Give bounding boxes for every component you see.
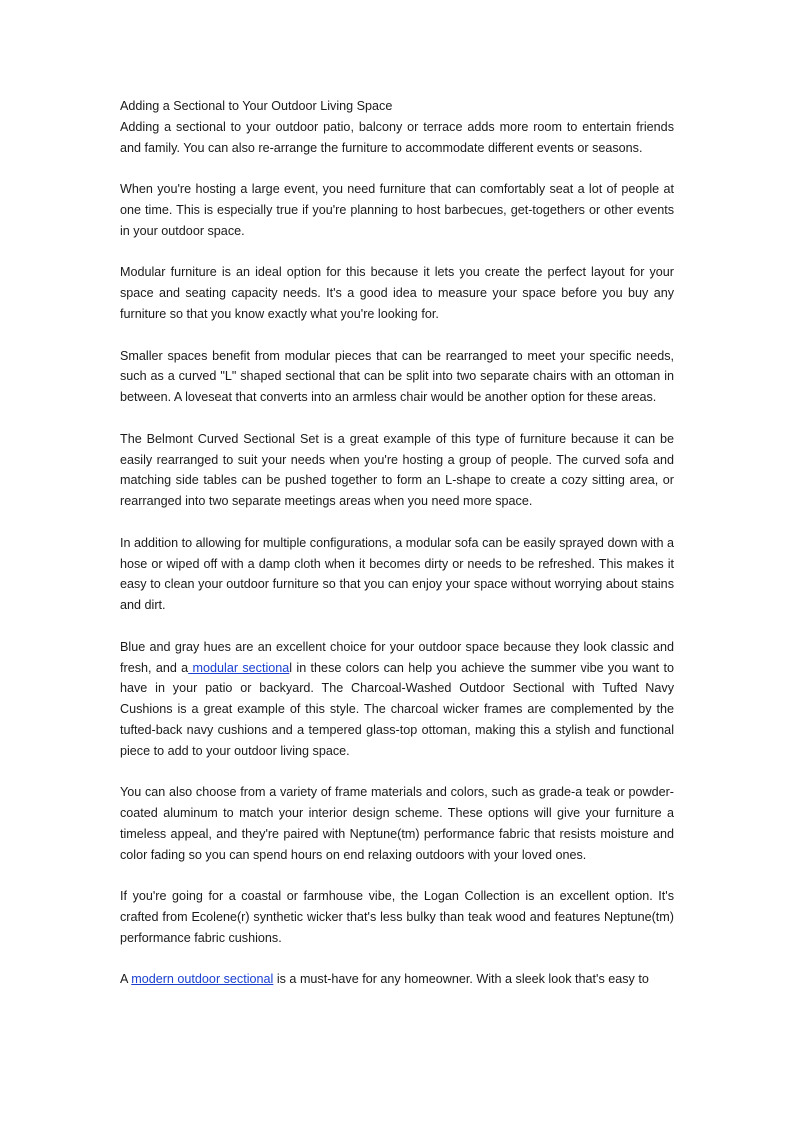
paragraph-modular-furniture: Modular furniture is an ideal option for this because it lets you create the perfect layout for your space and seating capacity needs. It's a good idea to measure your space before you buy any furniture so that you know exactly what you're looking for. <box>120 265 674 321</box>
paragraph-intro: Adding a sectional to your outdoor patio, balcony or terrace adds more room to entertain friends and family. You can also re-arrange the furniture to accommodate different events or seasons. <box>120 119 674 155</box>
paragraph-text: is a must-have for any homeowner. With a sleek look that's easy to <box>273 972 649 987</box>
document-page <box>120 96 674 1011</box>
paragraph-frame-materials: You can also choose from a variety of frame materials and colors, such as grade-a teak or powder-coated aluminum to match your interior design scheme. These options will give your furniture a timeless appeal, and they're paired with Neptune(tm) performance fabric that resists moisture and color fading so you can spend hours on end relaxing outdoors with your loved ones. <box>120 785 674 862</box>
paragraph-logan-collection: If you're going for a coastal or farmhouse vibe, the Logan Collection is an excellent option. It's crafted from Ecolene(r) synthetic wicker that's less bulky than teak wood and features Neptune(tm) performance fabric cushions. <box>120 889 674 945</box>
paragraph-modern-sectional <box>120 969 674 990</box>
modern-outdoor-sectional-link[interactable]: modern outdoor sectional <box>131 972 274 987</box>
paragraph-text: A <box>120 972 132 987</box>
paragraph-belmont-set: The Belmont Curved Sectional Set is a great example of this type of furniture because it can be easily rearranged to suit your needs when you're hosting a group of people. The curved sofa and matching side tables can be pushed together to form an L-shape to create a cozy sitting area, or rearranged into two separate meetings areas when you need more space. <box>120 431 674 509</box>
paragraph-blue-gray-hues <box>120 637 674 762</box>
document-title: Adding a Sectional to Your Outdoor Living Space <box>120 99 393 113</box>
paragraph-text: l in these colors can help you achieve the summer vibe you want to have in your patio or backyard. The Charcoal-Washed Outdoor Sectional with Tufted Navy Cushions is a great example of this style. The charcoal wicker frames are complemented by the tufted-back navy cushions and a tempered glass-top ottoman, making this a stylish and functional piece to add to your outdoor living space. <box>120 660 674 758</box>
paragraph-configurations: In addition to allowing for multiple configurations, a modular sofa can be easily sprayed down with a hose or wiped off with a damp cloth when it becomes dirty or needs to be refreshed. This makes it easy to clean your outdoor furniture so that you can enjoy your space without worrying about stains and dirt. <box>120 535 674 613</box>
modular-sectional-link[interactable]: modular sectiona <box>188 660 290 675</box>
paragraph-smaller-spaces: Smaller spaces benefit from modular pieces that can be rearranged to meet your specific needs, such as a curved "L" shaped sectional that can be split into two separate chairs with an ottoman in between. A loveseat that converts into an armless chair would be another option for these areas. <box>120 348 674 405</box>
paragraph-text: Blue and gray hues are an excellent choice for your outdoor space because they look classic and fresh, and a <box>120 639 674 675</box>
paragraph-large-event: When you're hosting a large event, you need furniture that can comfortably seat a lot of people at one time. This is especially true if you're planning to host barbecues, get-togethers or other events in your outdoor space. <box>120 182 674 238</box>
